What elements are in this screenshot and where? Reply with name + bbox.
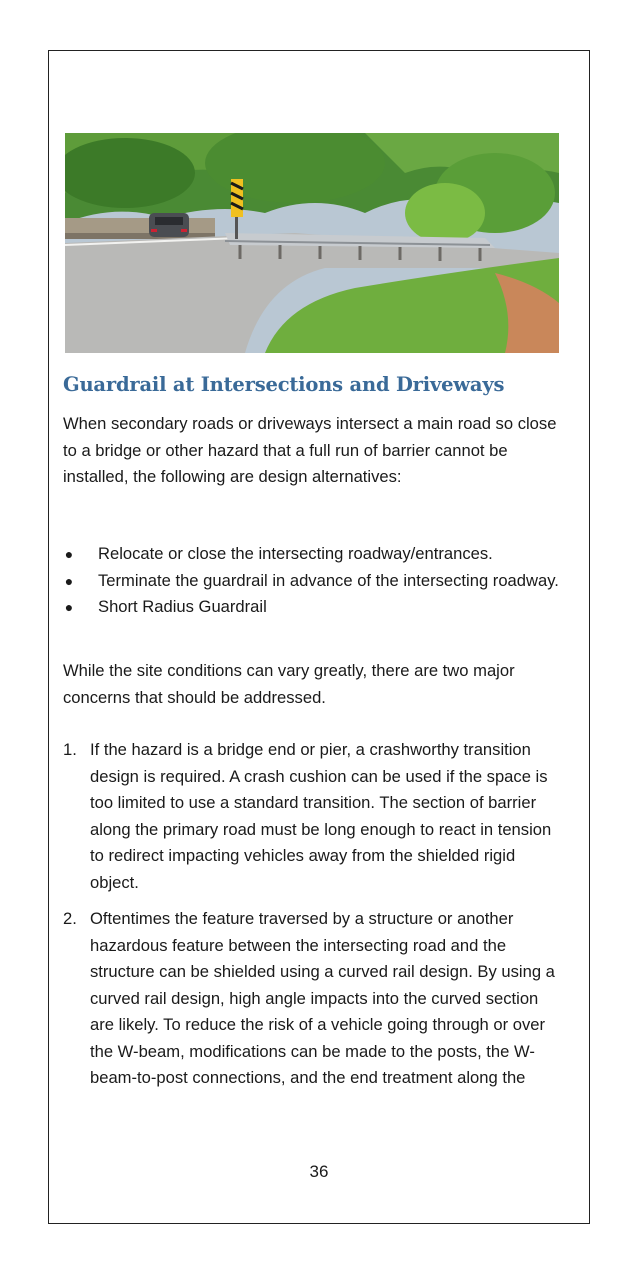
alternatives-list — [63, 541, 563, 621]
intro-paragraph: When secondary roads or driveways intersect a main road so close to a bridge or other hazard that a full run of barrier cannot be installed, the following are design alternatives: — [63, 414, 557, 486]
bullet-icon: ● — [64, 572, 74, 589]
concerns-paragraph: While the site conditions can vary greatly, there are two major concerns that should be addressed. — [63, 661, 515, 707]
guardrail-road-photo — [65, 133, 559, 353]
section-heading: Guardrail at Intersections and Driveways — [63, 373, 505, 396]
item-number: 1. — [63, 740, 77, 759]
list-item — [63, 737, 563, 896]
list-item: ● Relocate or close the intersecting roadway/entrances. — [63, 541, 563, 568]
item-number: 2. — [63, 909, 77, 928]
page-number: 36 — [309, 1162, 329, 1181]
item-text: Oftentimes the feature traversed by a structure or another hazardous feature between the intersecting road and the structure can be shielded using a curved rail design. By using a curved rail design, high angle impacts into the curved section are likely. To reduce the risk of a vehicle going through or over the W-beam, modifications can be made to the posts, the W-beam-to-post connections, and the end treatment along the — [90, 909, 555, 1087]
item-text: If the hazard is a bridge end or pier, a crashworthy transition design is required. A crash cushion can be used if the space is too limited to use a standard transition. The section of barrier along the primary road must be long enough to react in tension to redirect impacting vehicles away from the shielded rigid object. — [90, 740, 552, 892]
list-item: ● Terminate the guardrail in advance of the intersecting roadway. — [63, 568, 563, 595]
list-item: ● Short Radius Guardrail — [63, 594, 563, 621]
bullet-icon: ● — [64, 546, 74, 562]
photo-illustration — [65, 133, 559, 353]
bullet-icon: ● — [64, 599, 74, 615]
concerns-list — [63, 737, 563, 1102]
list-item — [63, 906, 563, 1092]
